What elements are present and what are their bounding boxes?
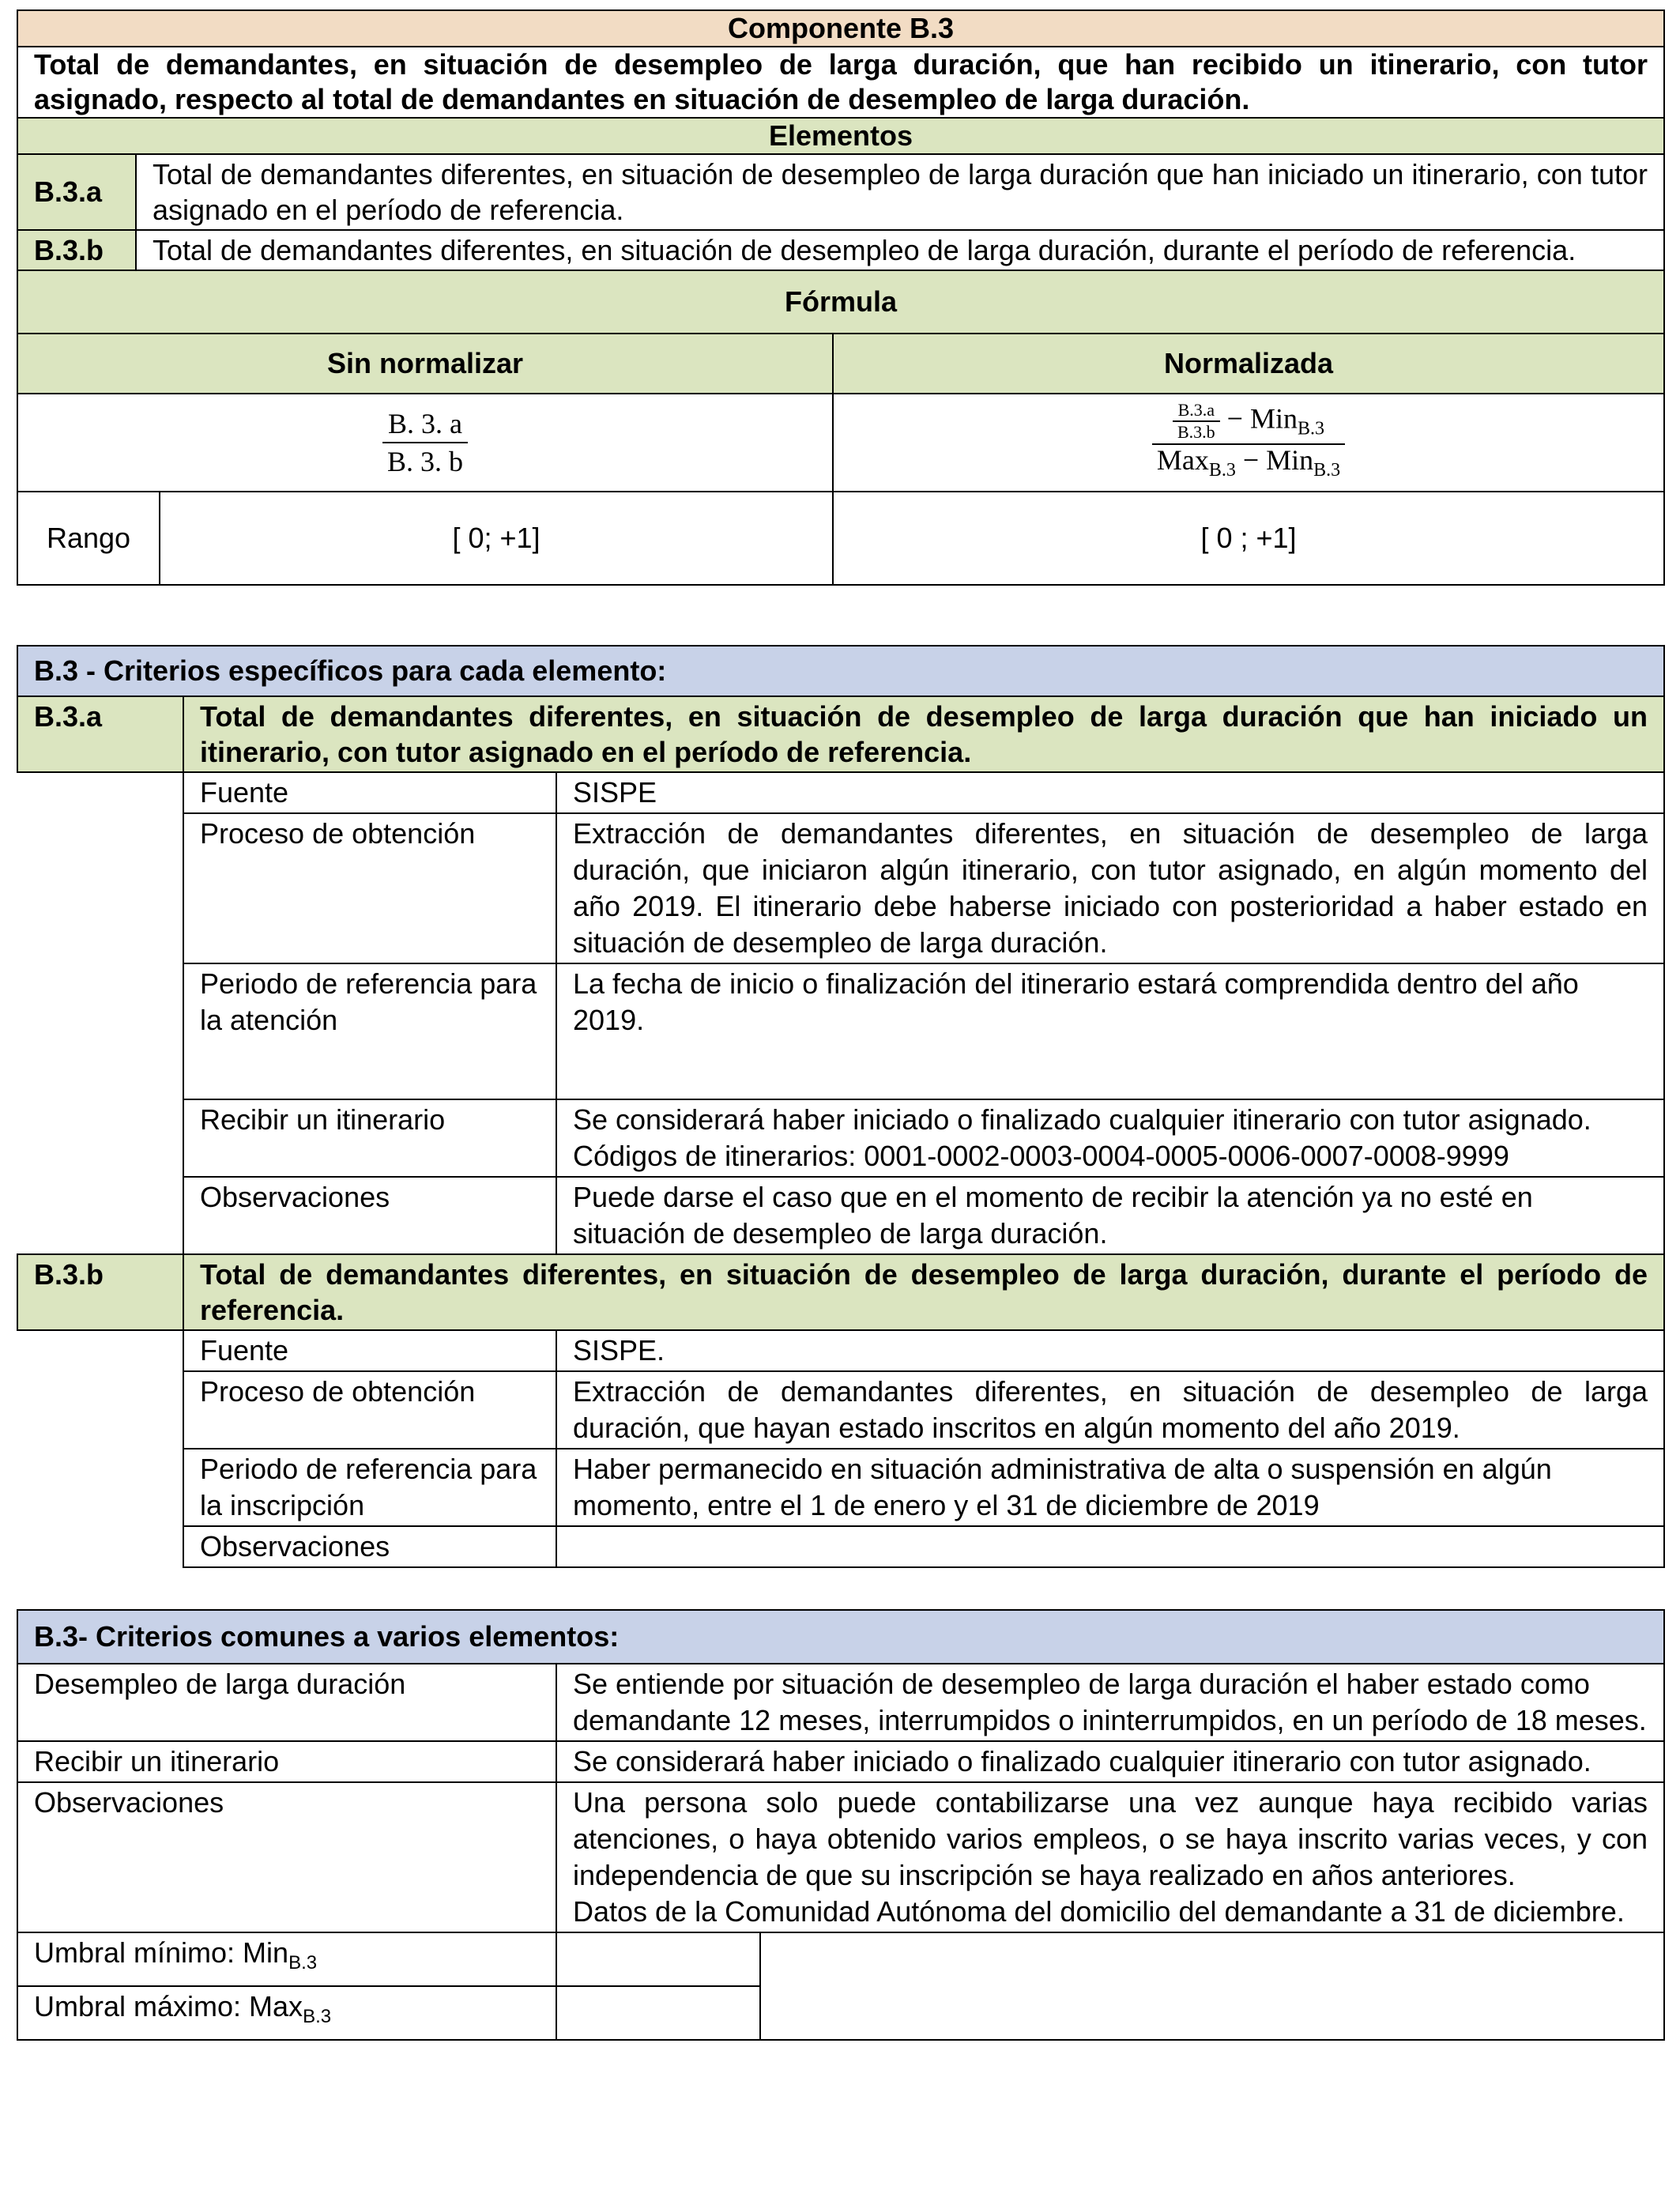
element-code: B.3.b xyxy=(17,230,136,270)
formula-raw xyxy=(17,394,833,492)
row-label: Periodo de referencia para la inscripción xyxy=(183,1449,556,1526)
subscript: B.3 xyxy=(1313,460,1341,481)
element-code: B.3.a xyxy=(17,696,183,772)
row-label: Observaciones xyxy=(183,1526,556,1567)
umbral-min-value xyxy=(556,1932,760,1986)
row-label: Periodo de referencia para la atención xyxy=(183,963,556,1099)
row-value-text: Se considerará haber iniciado o finalizado cualquier itinerario con tutor asignado. xyxy=(573,1103,1591,1136)
umbral-max-value xyxy=(556,1986,760,2040)
itinerary-codes: Códigos de itinerarios: 0001-0002-0003-0004-0005-0006-0007-0008-9999 xyxy=(573,1140,1509,1172)
subscript: B.3 xyxy=(303,2006,332,2028)
formula-header: Fórmula xyxy=(17,270,1664,334)
row-value-text: Una persona solo puede contabilizarse una vez aunque haya recibido varias atenciones, o haya obtenido varios empleos, o se haya inscrito varias veces, y con independencia de que su inscripción se haya realizado en años anteriores. xyxy=(573,1786,1648,1891)
subscript: B.3 xyxy=(288,1952,318,1974)
blank-cell xyxy=(17,1177,183,1254)
blank-cell xyxy=(760,1932,1664,2040)
rango-label: Rango xyxy=(17,492,160,585)
blank-cell xyxy=(17,963,183,1099)
criterios-especificos-table xyxy=(17,645,1665,1568)
row-label: Fuente xyxy=(183,1330,556,1371)
row-label: Fuente xyxy=(183,772,556,813)
blank-cell xyxy=(17,1526,183,1567)
element-text: Total de demandantes diferentes, en situación de desempleo de larga duración, durante el período de referencia. xyxy=(136,230,1664,270)
component-table xyxy=(17,9,1665,586)
element-code: B.3.a xyxy=(17,154,136,230)
element-code: B.3.b xyxy=(17,1254,183,1330)
row-label: Proceso de obtención xyxy=(183,813,556,963)
inner-denominator: B.3.b xyxy=(1173,420,1220,443)
formula-normalized xyxy=(833,394,1664,492)
row-value xyxy=(556,1099,1664,1177)
blank-cell xyxy=(17,1330,183,1371)
row-value: Haber permanecido en situación administrativa de alta o suspensión en algún momento, entre el 1 de enero y el 31 de diciembre de 2019 xyxy=(556,1449,1664,1526)
criterios-especificos-title: B.3 - Criterios específicos para cada elemento: xyxy=(17,646,1664,696)
row-label: Recibir un itinerario xyxy=(183,1099,556,1177)
blank-cell xyxy=(17,1371,183,1449)
rango-normalized: [ 0 ; +1] xyxy=(833,492,1664,585)
blank-cell xyxy=(17,813,183,963)
minus-min: − Min xyxy=(1219,401,1298,434)
row-value xyxy=(556,1782,1664,1932)
component-title: Componente B.3 xyxy=(17,10,1664,47)
row-label: Desempleo de larga duración xyxy=(17,1664,556,1741)
umbral-min-label xyxy=(17,1932,556,1986)
criterios-comunes-table xyxy=(17,1609,1665,2041)
elements-header: Elementos xyxy=(17,118,1664,154)
row-value xyxy=(556,1526,1664,1567)
fraction-numerator: B. 3. a xyxy=(387,408,462,439)
row-value-text: Datos de la Comunidad Autónoma del domicilio del demandante a 31 de diciembre. xyxy=(573,1895,1625,1928)
umbral-max-text: Umbral máximo: Max xyxy=(34,1990,303,2022)
inner-fraction xyxy=(1173,400,1220,443)
row-value: La fecha de inicio o finalización del itinerario estará comprendida dentro del año 2019. xyxy=(556,963,1664,1099)
normalizada-header: Normalizada xyxy=(833,334,1664,394)
row-label: Recibir un itinerario xyxy=(17,1741,556,1782)
fraction-denominator: B. 3. b xyxy=(382,442,468,480)
blank-cell xyxy=(17,1449,183,1526)
row-value: SISPE. xyxy=(556,1330,1664,1371)
fraction xyxy=(382,405,468,480)
fraction xyxy=(1152,400,1345,486)
fraction-numerator xyxy=(1168,400,1329,443)
subscript: B.3 xyxy=(1298,418,1325,439)
element-text: Total de demandantes diferentes, en situación de desempleo de larga duración que han iniciado un itinerario, con tutor asignado en el período de referencia. xyxy=(136,154,1664,230)
fraction-denominator xyxy=(1152,443,1345,485)
row-label: Observaciones xyxy=(17,1782,556,1932)
subscript: B.3 xyxy=(1208,460,1236,481)
rango-raw: [ 0; +1] xyxy=(160,492,833,585)
blank-cell xyxy=(17,1099,183,1177)
sin-normalizar-header: Sin normalizar xyxy=(17,334,833,394)
minus-min: − Min xyxy=(1235,444,1314,477)
row-label: Proceso de obtención xyxy=(183,1371,556,1449)
blank-cell xyxy=(17,772,183,813)
element-title: Total de demandantes diferentes, en situación de desempleo de larga duración que han iniciado un itinerario, con tutor asignado en el período de referencia. xyxy=(183,696,1664,772)
row-value: Puede darse el caso que en el momento de recibir la atención ya no esté en situación de desempleo de larga duración. xyxy=(556,1177,1664,1254)
inner-numerator: B.3.a xyxy=(1177,399,1215,420)
component-description: Total de demandantes, en situación de desempleo de larga duración, que han recibido un itinerario, con tutor asignado, respecto al total de demandantes en situación de desempleo de larga duración. xyxy=(17,47,1664,118)
row-value: Se considerará haber iniciado o finalizado cualquier itinerario con tutor asignado. xyxy=(556,1741,1664,1782)
max-term: Max xyxy=(1156,444,1209,477)
row-label: Observaciones xyxy=(183,1177,556,1254)
row-value: Se entiende por situación de desempleo de larga duración el haber estado como demandante 12 meses, interrumpidos o ininterrumpidos, en un período de 18 meses. xyxy=(556,1664,1664,1741)
criterios-comunes-title: B.3- Criterios comunes a varios elementos: xyxy=(17,1610,1664,1664)
row-value: SISPE xyxy=(556,772,1664,813)
element-title: Total de demandantes diferentes, en situación de desempleo de larga duración, durante el período de referencia. xyxy=(183,1254,1664,1330)
row-value: Extracción de demandantes diferentes, en situación de desempleo de larga duración, que hayan estado inscritos en algún momento del año 2019. xyxy=(556,1371,1664,1449)
umbral-max-label xyxy=(17,1986,556,2040)
row-value: Extracción de demandantes diferentes, en situación de desempleo de larga duración, que iniciaron algún itinerario, con tutor asignado, en algún momento del año 2019. El itinerario debe haberse iniciado con posterioridad a haber estado en situación de desempleo de larga duración. xyxy=(556,813,1664,963)
umbral-min-text: Umbral mínimo: Min xyxy=(34,1936,289,1969)
